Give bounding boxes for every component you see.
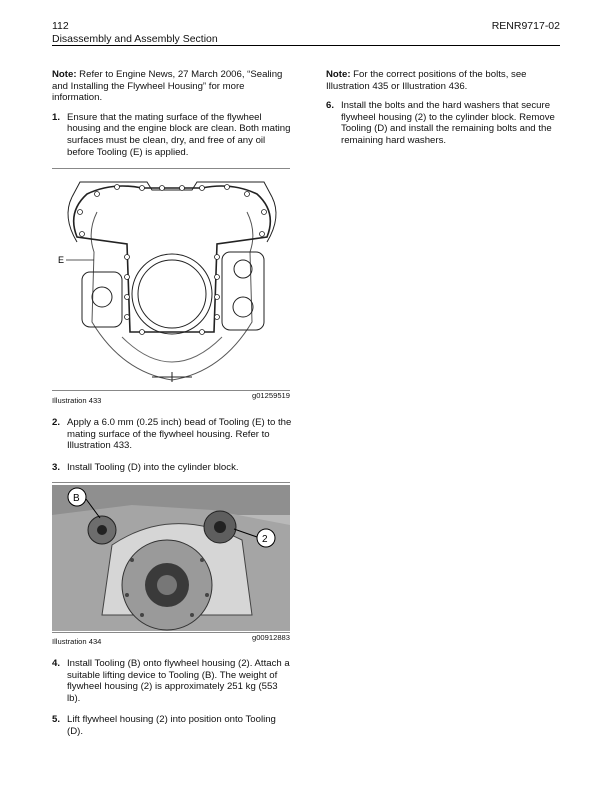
right-note-paragraph: Note: For the correct positions of the bolts, see Illustration 435 or Illustration 436. — [326, 69, 527, 92]
flywheel-housing-drawing — [52, 172, 290, 384]
callout-e: E — [58, 255, 65, 265]
header-rule — [52, 45, 560, 46]
step-3: 3. Install Tooling (D) into the cylinder block. — [52, 461, 239, 473]
step-5: 5. Lift flywheel housing (2) into position onto Tooling (D). — [52, 714, 276, 737]
step-2: 2. Apply a 6.0 mm (0.25 inch) bead of Tooling (E) to the mating surface of the flywheel housing. Refer to Illustration 433. — [52, 417, 292, 452]
figure-top-rule — [52, 168, 290, 169]
page-number: 112 — [52, 20, 69, 32]
left-column-top — [52, 69, 292, 168]
step-6: 6. Install the bolts and the hard washers that secure flywheel housing (2) to the cylinder block. Remove Tooling (D) and install the remaining bolts and the remaining hard washers. — [326, 100, 555, 146]
step-4: 4. Install Tooling (B) onto flywheel housing (2). Attach a suitable lifting device to Tooling (B). The weight of flywheel housing (2) is approximately 251 kg (553 lb). — [52, 658, 290, 704]
figure-434-rule — [52, 632, 290, 633]
left-column-bottom — [52, 658, 292, 748]
figure-434-code: g00912883 — [251, 633, 290, 642]
right-column — [326, 69, 562, 157]
flywheel-housing-photo — [52, 485, 290, 631]
figure-434-caption: Illustration 434 — [52, 637, 102, 646]
figure-433-code: g01259519 — [251, 391, 290, 400]
document-id: RENR9717-02 — [491, 20, 560, 32]
callout-2: 2 — [262, 534, 268, 545]
figure-433-rule — [52, 390, 290, 391]
section-title: Disassembly and Assembly Section — [52, 33, 218, 45]
left-column-middle — [52, 417, 292, 483]
note-paragraph: Note: Refer to Engine News, 27 March 2006, “Sealing and Installing the Flywheel Housing” for more information. — [52, 69, 283, 104]
figure-434-top-rule — [52, 482, 290, 483]
figure-433-caption: Illustration 433 — [52, 396, 102, 405]
step-1: 1. Ensure that the mating surface of the flywheel housing and the engine block are clean. Both mating surfaces must be clean, dry, and free of any oil before Tooling (E) is applied. — [52, 111, 291, 158]
callout-b: B — [73, 493, 80, 504]
